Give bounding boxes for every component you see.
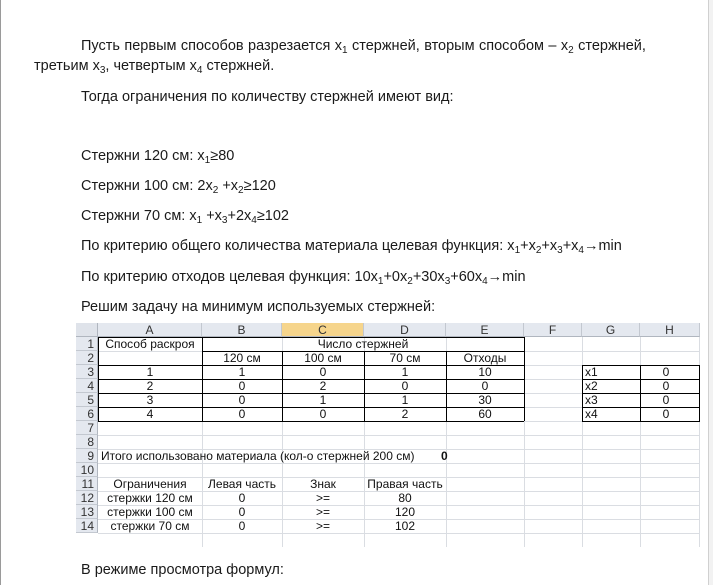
constraint-100: Стержни 100 см: $2x_2 +x_2\ge 120$	[81, 178, 276, 196]
table-border	[582, 421, 700, 422]
cell-b14[interactable]: 0	[238, 519, 246, 533]
cell-d5[interactable]: 1	[401, 393, 409, 407]
cell-e5[interactable]: 30	[478, 393, 492, 407]
cell-b11[interactable]: Левая часть	[208, 477, 276, 491]
cell-h4[interactable]: 0	[662, 379, 670, 393]
cell-c12[interactable]: >=	[315, 491, 330, 505]
word: способов	[180, 38, 244, 54]
cell-d6[interactable]: 2	[401, 407, 409, 421]
word: стержней,	[578, 38, 646, 54]
cell-a3[interactable]: 1	[146, 365, 154, 379]
row-header-7[interactable]: 7	[76, 421, 98, 435]
cell-c5[interactable]: 1	[319, 393, 327, 407]
spreadsheet-screenshot	[76, 323, 700, 547]
cell-e2[interactable]: Отходы	[463, 351, 507, 365]
gridline	[98, 533, 700, 534]
gridline	[98, 463, 700, 464]
cell-a12[interactable]: стержки 120 см	[107, 491, 193, 505]
word: способом	[479, 38, 544, 54]
cell-e9[interactable]: 0	[441, 449, 448, 463]
cell-b12[interactable]: 0	[238, 491, 246, 505]
cell-a11[interactable]: Ограничения	[113, 477, 187, 491]
row-header-5[interactable]: 5	[76, 393, 98, 407]
word: –	[548, 38, 557, 54]
variable-x1: $x_1$	[334, 38, 348, 56]
cell-g3[interactable]: x1	[585, 365, 598, 379]
cell-a1[interactable]: Способ раскроя	[105, 337, 195, 351]
sheet-corner[interactable]	[76, 323, 98, 337]
row-header-13[interactable]: 13	[76, 505, 98, 519]
cell-d11[interactable]: Правая часть	[367, 477, 443, 491]
cell-c4[interactable]: 2	[319, 379, 327, 393]
column-header-a[interactable]: A	[98, 323, 202, 337]
cell-b3[interactable]: 1	[238, 365, 246, 379]
cell-b2[interactable]: 120 см	[223, 351, 261, 365]
row-header-1[interactable]: 1	[76, 337, 98, 351]
cell-d4[interactable]: 0	[401, 379, 409, 393]
row-header-12[interactable]: 12	[76, 491, 98, 505]
cell-c6[interactable]: 0	[319, 407, 327, 421]
row-header-6[interactable]: 6	[76, 407, 98, 421]
paragraph-line-1	[81, 37, 646, 55]
cell-c3[interactable]: 0	[319, 365, 327, 379]
paragraph-constraints-intro: Тогда ограничения по количеству стержней имеют вид:	[81, 89, 454, 105]
word: стержней,	[352, 38, 420, 54]
column-header-d[interactable]: D	[364, 323, 446, 337]
cell-e3[interactable]: 10	[478, 365, 492, 379]
word: разрезается	[248, 38, 331, 54]
scrollbar-track[interactable]	[708, 0, 713, 585]
cell-h5[interactable]: 0	[662, 393, 670, 407]
cell-d2[interactable]: 70 см	[389, 351, 421, 365]
paragraph-formula-view: В режиме просмотра формул:	[81, 562, 284, 578]
word: вторым	[424, 38, 475, 54]
constraint-70: Стержни 70 см: $x_1 +x_3+2x_4\ge 102$	[81, 208, 289, 226]
objective-total-material: По критерию общего количества материала целевая функция: $x_1+x_2+x_3+x_4\to\min$	[81, 238, 622, 256]
page-left-edge	[0, 0, 1, 585]
variable-x2: $x_2$	[560, 38, 574, 56]
cell-a4[interactable]: 2	[146, 379, 154, 393]
column-header-h[interactable]: H	[640, 323, 700, 337]
cell-d13[interactable]: 120	[394, 505, 416, 519]
row-header-4[interactable]: 4	[76, 379, 98, 393]
column-header-e[interactable]: E	[446, 323, 524, 337]
cell-b4[interactable]: 0	[238, 379, 246, 393]
objective-waste: По критерию отходов целевая функция: $10x_1+0x_2+30x_3+60x_4\to\min$	[81, 269, 526, 287]
cell-c13[interactable]: >=	[315, 505, 330, 519]
gridline	[98, 435, 700, 436]
column-header-f[interactable]: F	[524, 323, 582, 337]
cell-b6[interactable]: 0	[238, 407, 246, 421]
cell-h3[interactable]: 0	[662, 365, 670, 379]
table-border	[699, 365, 700, 421]
cell-b1-merged[interactable]: Число стержней	[317, 337, 409, 351]
row-header-9[interactable]: 9	[76, 449, 98, 463]
cell-c2[interactable]: 100 см	[304, 351, 342, 365]
cell-a13[interactable]: стержки 100 см	[107, 505, 193, 519]
cell-a5[interactable]: 3	[146, 393, 154, 407]
cell-g4[interactable]: x2	[585, 379, 598, 393]
cell-a14[interactable]: стержки 70 см	[110, 519, 190, 533]
cell-c14[interactable]: >=	[315, 519, 330, 533]
paragraph-line-2: третьим $x_3$, четвертым $x_4$ стержней.	[34, 58, 275, 76]
cell-e6[interactable]: 60	[478, 407, 492, 421]
column-header-c[interactable]: C	[282, 323, 364, 337]
cell-d12[interactable]: 80	[398, 491, 412, 505]
cell-g5[interactable]: x3	[585, 393, 598, 407]
cell-a6[interactable]: 4	[146, 407, 154, 421]
cell-b13[interactable]: 0	[238, 505, 246, 519]
constraint-120: Стержни 120 см: $x_1\ge 80$	[81, 148, 235, 166]
table-border	[524, 337, 525, 421]
cell-g6[interactable]: x4	[585, 407, 598, 421]
cell-h6[interactable]: 0	[662, 407, 670, 421]
row-header-8[interactable]: 8	[76, 435, 98, 449]
cell-a9[interactable]: Итого использовано материала (кол-о стержней 200 см)	[101, 449, 415, 463]
row-header-2[interactable]: 2	[76, 351, 98, 365]
cell-d14[interactable]: 102	[394, 519, 416, 533]
row-header-11[interactable]: 11	[76, 477, 98, 491]
column-header-b[interactable]: B	[202, 323, 282, 337]
column-header-g[interactable]: G	[582, 323, 640, 337]
word: первым	[124, 38, 177, 54]
table-border	[98, 421, 524, 422]
paragraph-solve-intro: Решим задачу на минимум используемых стержней:	[81, 299, 436, 315]
row-header-10[interactable]: 10	[76, 463, 98, 477]
row-header-14[interactable]: 14	[76, 519, 98, 533]
cell-e4[interactable]: 0	[481, 379, 489, 393]
row-header-3[interactable]: 3	[76, 365, 98, 379]
word: Пусть	[81, 38, 120, 54]
cell-d3[interactable]: 1	[401, 365, 409, 379]
cell-b5[interactable]: 0	[238, 393, 246, 407]
cell-c11[interactable]: Знак	[310, 477, 336, 491]
